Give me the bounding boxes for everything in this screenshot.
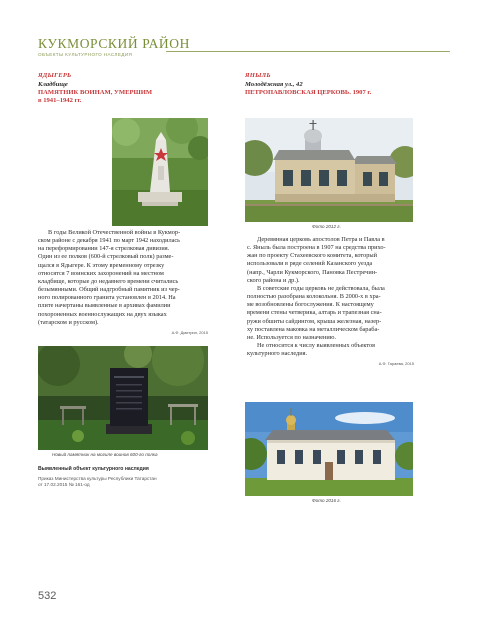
status-line-1: Приказ Министерства культуры Республики Татарстан bbox=[38, 476, 157, 481]
left-text-line: щался в Ядыгере. К этому временному отрезку bbox=[38, 261, 165, 269]
page-number: 532 bbox=[38, 590, 57, 602]
left-place-name: ЯДЫГЕРЬ bbox=[38, 72, 72, 79]
right-object-title: ПЕТРОПАВЛОВСКАЯ ЦЕРКОВЬ. 1907 г. bbox=[245, 89, 372, 96]
right-text-line: полностью разобрана колокольня. В 2000-х в хра- bbox=[247, 293, 381, 301]
left-text-line: ском районе с декабря 1941 по март 1942 находилась bbox=[38, 237, 181, 245]
left-text-line: кладбище, которые до недавнего времени считались bbox=[38, 277, 179, 285]
header-rule bbox=[166, 51, 450, 52]
right-column-heading bbox=[245, 72, 412, 97]
church-photo-2012-caption: Фото 2012 г. bbox=[312, 224, 341, 229]
memorial-photo bbox=[112, 118, 208, 226]
right-text-line: использовали в ряде селений Казанского уезда bbox=[247, 260, 373, 268]
church-photo-2016-caption: Фото 2016 г. bbox=[312, 498, 341, 503]
left-object-title-2: в 1941–1942 гг. bbox=[38, 97, 82, 105]
right-text-line: Деревянная церковь апостолов Петра и Павла в bbox=[257, 236, 385, 243]
left-text-line: на переформировании 147-я стрелковая дивизия. bbox=[38, 245, 170, 253]
status-title: Выявленный объект культурного наследия bbox=[38, 466, 149, 472]
right-place-name: ЯНЫЛЬ bbox=[245, 72, 271, 79]
right-location: Молодёжная ул., 42 bbox=[245, 81, 303, 88]
right-text-line: культурного наследия. bbox=[247, 350, 308, 358]
left-body-text bbox=[38, 229, 208, 337]
region-subtitle: ОБЪЕКТЫ КУЛЬТУРНОГО НАСЛЕДИЯ bbox=[38, 52, 133, 57]
left-column-heading bbox=[38, 72, 206, 105]
left-text-line: Один из ее полков (600-й стрелковый полк) разме- bbox=[38, 253, 174, 261]
left-text-line: плите начертаны выявленные в архивах фамилии bbox=[38, 302, 171, 310]
right-text-line: Не относится к числу выявленных объектов bbox=[257, 342, 376, 350]
right-text-line: времени стены четверика, алтарь и трапезная сна- bbox=[247, 309, 382, 317]
church-photo-2016 bbox=[245, 402, 413, 496]
right-text-line: ху поставлена маковка на металлическом бараба- bbox=[247, 325, 380, 333]
left-text-line: похороненных военнослужащих на двух языках bbox=[38, 310, 167, 318]
right-text-line: (напр., Чарли Кукморского, Пановка Пестречин- bbox=[247, 268, 378, 276]
left-text-line: безымянными. Общий надгробный памятник из чер- bbox=[38, 286, 180, 294]
right-text-line: ме возобновлены богослужения. К настоящему bbox=[247, 301, 374, 309]
status-line-2: от 17.02.2015 № 161-од bbox=[38, 482, 90, 488]
right-text-line: В советские годы церковь не действовала, была bbox=[257, 284, 385, 292]
church-photo-2012 bbox=[245, 118, 413, 222]
right-text-line: с. Яныль была построена в 1907 на средства прихо- bbox=[247, 244, 386, 252]
left-text-line: относятся 7 воинских захоронений на местном bbox=[38, 269, 164, 277]
right-text-line: не. Используется по назначению. bbox=[247, 333, 337, 341]
left-photo-caption: Новый памятник на могиле воинов 600-го полка bbox=[52, 452, 158, 457]
page-header bbox=[38, 36, 450, 57]
left-object-title-1: ПАМЯТНИК ВОИНАМ, УМЕРШИМ bbox=[38, 89, 153, 96]
right-text-line: жан по проекту Стахеевского комитета, который bbox=[247, 252, 377, 260]
left-author: А.Ф. Дмитрин, 2015 bbox=[171, 329, 208, 335]
right-body-text bbox=[247, 236, 414, 369]
left-text-line: (татарском и русском). bbox=[38, 318, 99, 326]
left-text-line: ного полированного гранита установлен в 2014. На bbox=[38, 294, 176, 302]
status-block bbox=[38, 466, 208, 488]
right-text-line: ского района и др.). bbox=[247, 276, 300, 284]
right-text-line: ружи обшиты сайдингом, крыша железная, назер- bbox=[247, 317, 382, 325]
right-author: А.Ф. Гараева, 2015 bbox=[378, 361, 414, 367]
granite-memorial-photo bbox=[38, 346, 208, 450]
left-location: Кладбище bbox=[38, 81, 68, 88]
left-text-line: В годы Великой Отечественной войны в Кукмор- bbox=[48, 229, 181, 236]
region-title: КУКМОРСКИЙ РАЙОН bbox=[38, 36, 190, 51]
